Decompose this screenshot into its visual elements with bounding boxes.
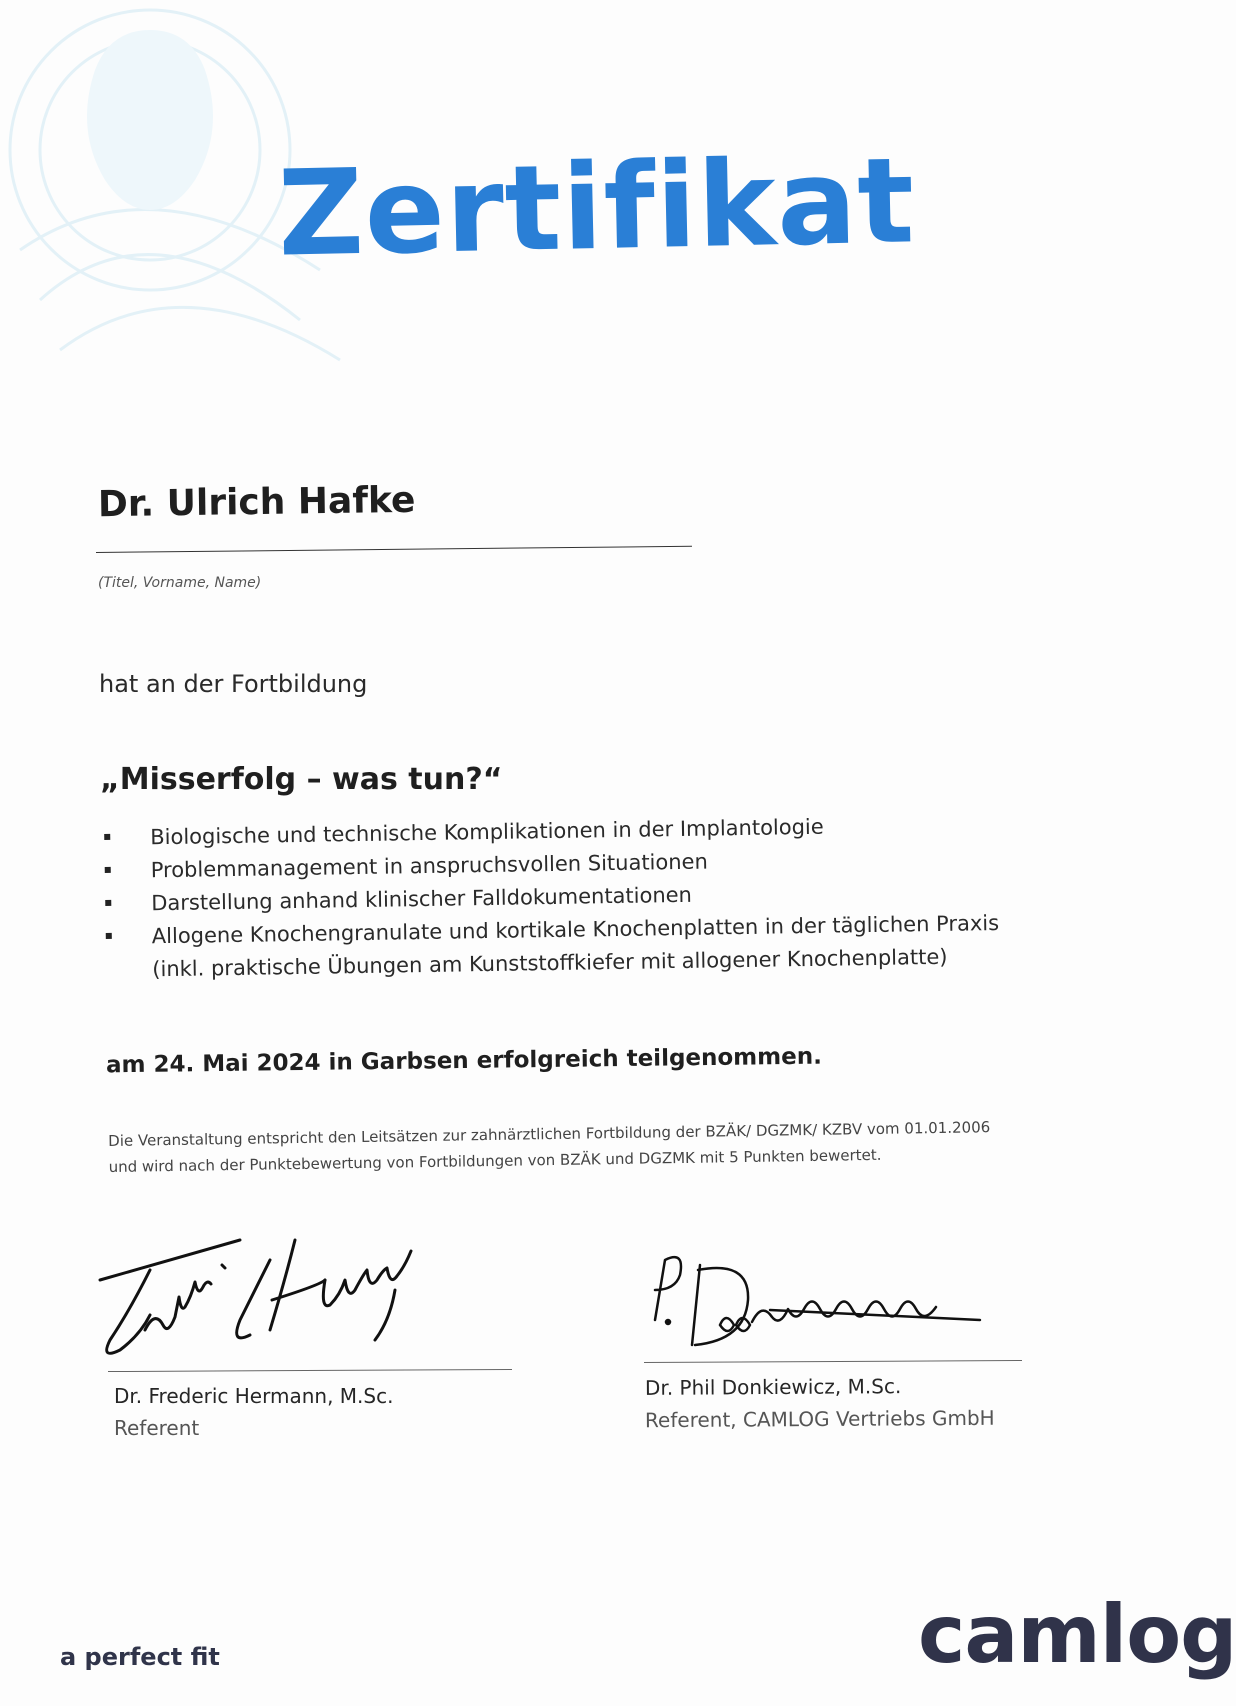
name-field-hint: (Titel, Vorname, Name) [98, 575, 262, 591]
recipient-name: Dr. Ulrich Hafke [97, 479, 416, 526]
topic-text: Darstellung anhand klinischer Falldokumentationen [151, 882, 693, 916]
signatory-1-role: Referent [114, 1416, 200, 1440]
signatory-1-name: Dr. Frederic Hermann, M.Sc. [114, 1384, 394, 1408]
signature-hermann [90, 1220, 430, 1365]
bullet-icon [106, 933, 112, 939]
topic-text: Problemmanagement in anspruchsvollen Situationen [150, 849, 708, 883]
topic-text: Allogene Knochengranulate und kortikale Knochenplatten in der täglichen Praxis [151, 910, 1000, 949]
camlog-logo: camlog [918, 1588, 1236, 1681]
signature-donkiewicz [640, 1250, 1000, 1360]
accreditation-line-2: und wird nach der Punktebewertung von Fortbildungen von BZÄK und DGZMK mit 5 Punkten bewertet. [108, 1145, 882, 1176]
footer-tagline: a perfect fit [60, 1643, 220, 1671]
certificate-title: Zertifikat [276, 131, 917, 283]
signature-line-2 [644, 1360, 1022, 1363]
intro-text: hat an der Fortbildung [99, 670, 368, 698]
accreditation-note [108, 1112, 1129, 1180]
topic-list [104, 807, 1086, 986]
name-underline [96, 546, 692, 553]
course-title: „Misserfolg – was tun?“ [100, 762, 503, 797]
signature-line-1 [108, 1369, 512, 1372]
accreditation-line-1: Die Veranstaltung entspricht den Leitsätzen zur zahnärztlichen Fortbildung der BZÄK/ DGZMK/ KZBV vom 01.01.2006 [108, 1118, 991, 1150]
bullet-icon [105, 867, 111, 873]
topic-text: Biologische und technische Komplikationen in der Implantologie [150, 814, 824, 850]
topic-note: (inkl. praktische Übungen am Kunststoffkiefer mit allogener Knochenplatte) [152, 944, 948, 982]
bullet-icon [105, 900, 111, 906]
signatory-2-name: Dr. Phil Donkiewicz, M.Sc. [644, 1374, 902, 1400]
signatory-2-role: Referent, CAMLOG Vertriebs GmbH [644, 1405, 995, 1433]
bullet-icon [104, 834, 110, 840]
participation-statement: am 24. Mai 2024 in Garbsen erfolgreich teilgenommen. [105, 1043, 823, 1079]
